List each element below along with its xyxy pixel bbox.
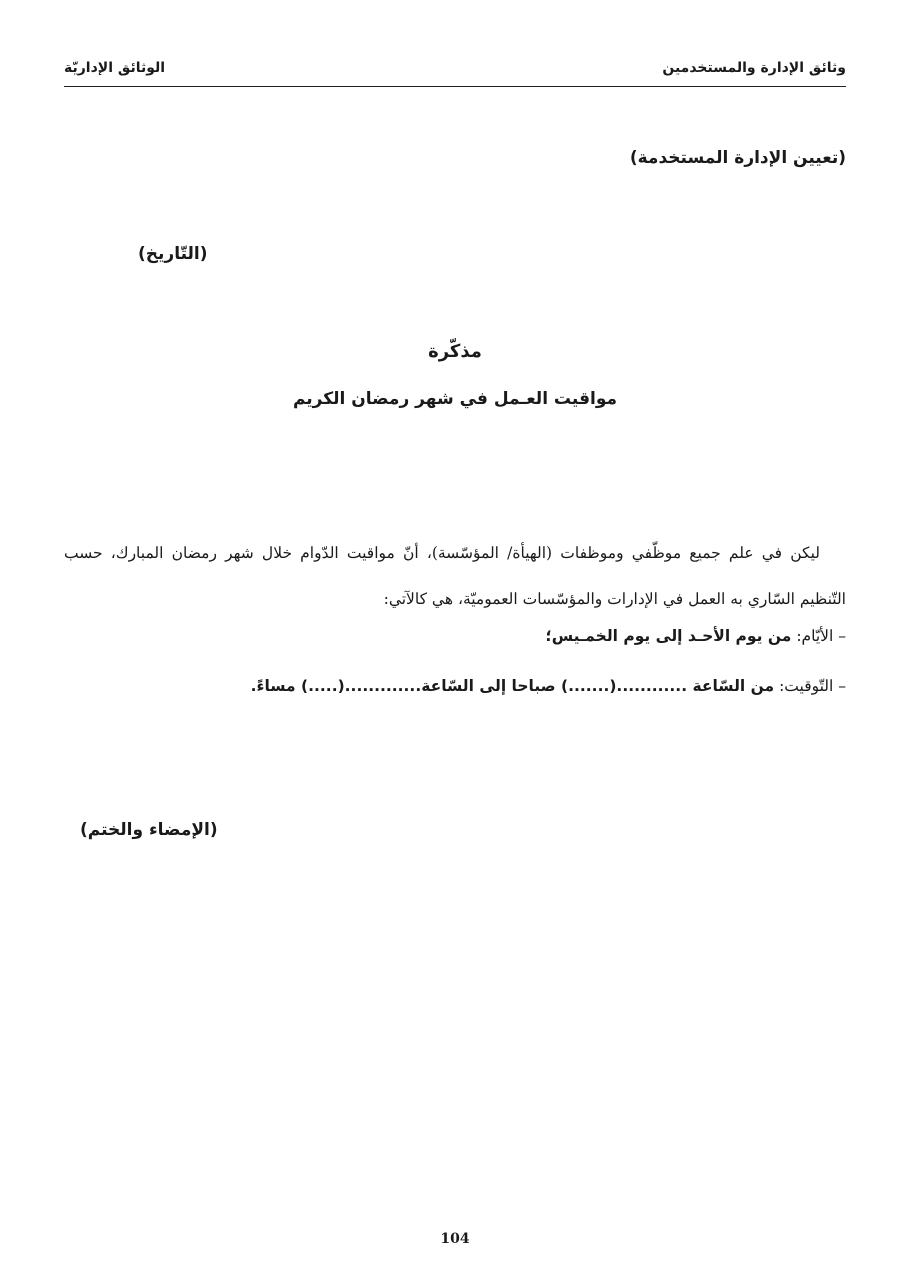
working-hours-value: من السّاعة ............(.......) صباحا إلى السّاعة.............(.....) مساءً. (250, 677, 775, 695)
memo-subject: مواقيت العـمل في شهر رمضان الكريم (292, 389, 618, 409)
issuing-administration: (تعيين الإدارة المستخدمة) (629, 148, 846, 168)
header-section-title: الوثائق الإداريّة (64, 60, 166, 76)
memo-title: مذكّرة (428, 341, 482, 362)
page-header (64, 56, 846, 87)
working-days-label: – الأيّام: (796, 627, 846, 645)
working-days-line (546, 627, 846, 645)
header-document-category: وثائق الإدارة والمستخدمين (662, 60, 846, 76)
memo-body-paragraph: ليكن في علم جميع موظّفي وموظفات (الهيأة/ المؤسّسة)، أنّ مواقيت الدّوام خلال شهر رمضان المبارك، حسب التّنظيم السّاري به العمل في الإدارات والمؤسّسات العموميّة، هي كالآتي: (64, 544, 846, 608)
page-number: 104 (440, 1231, 470, 1247)
working-hours-label: – التّوقيت: (779, 677, 846, 695)
signature-and-stamp: (الإمضاء والختم) (80, 820, 218, 840)
document-date: (التّاريخ) (138, 244, 208, 264)
working-hours-line (251, 677, 846, 695)
working-days-value: من يوم الأحـد إلى يوم الخمـيس؛ (545, 627, 792, 645)
